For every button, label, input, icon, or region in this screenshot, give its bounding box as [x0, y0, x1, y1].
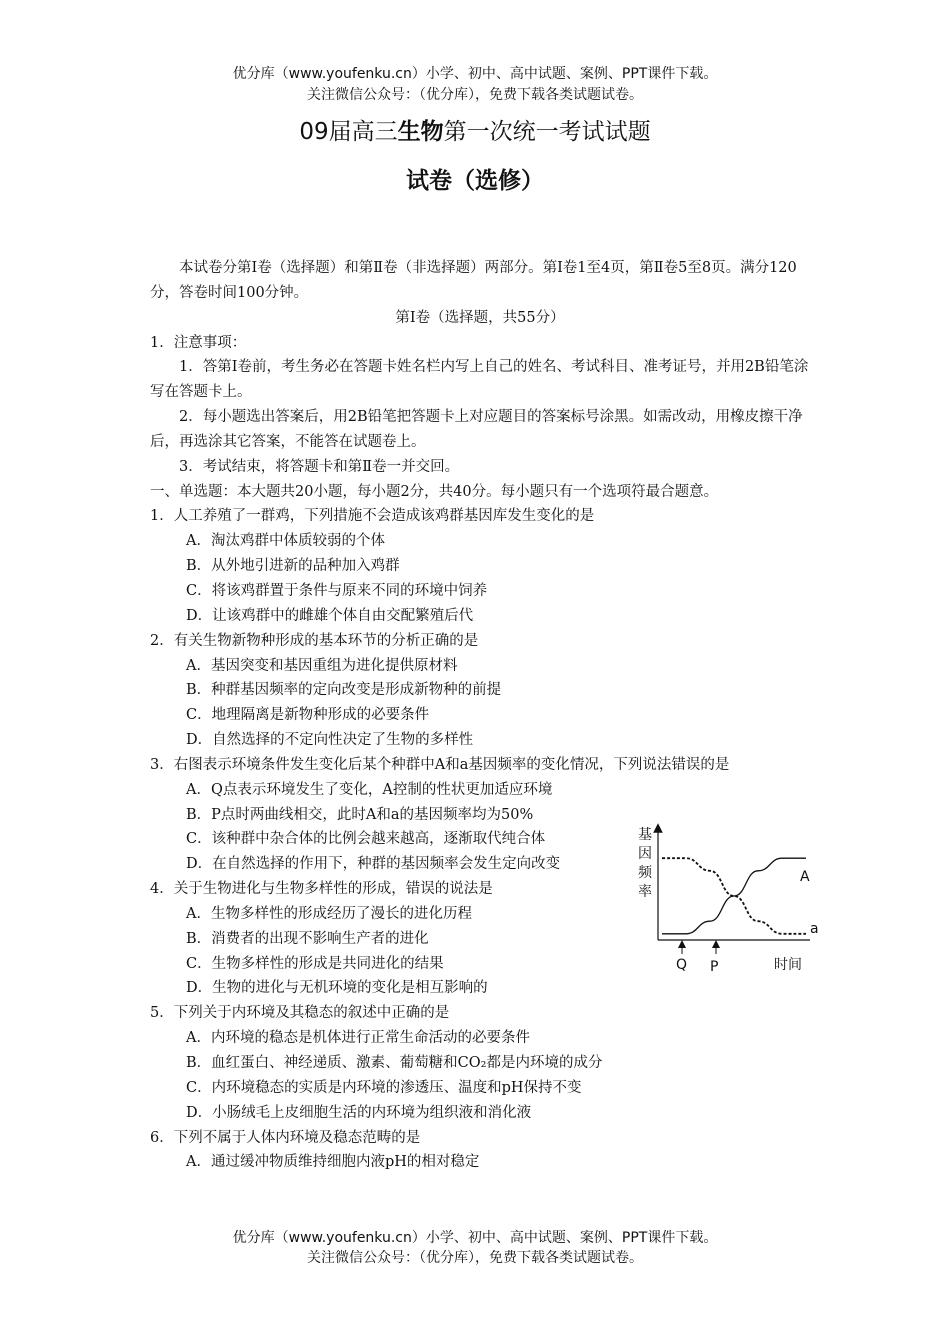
question-stem: 5．下列关于内环境及其稳态的叙述中正确的是 [150, 1005, 450, 1022]
question-option: A．内环境的稳态是机体进行正常生命活动的必要条件 [186, 1030, 530, 1047]
question-option: B．从外地引进新的品种加入鸡群 [186, 558, 400, 575]
notes-heading: 1．注意事项： [150, 334, 247, 351]
x-axis-label: 时间 [774, 957, 802, 973]
point-q-label: Q [676, 957, 688, 973]
series-A-line [662, 858, 806, 934]
y-axis-label-char: 基 [638, 827, 652, 843]
question-stem: 4．关于生物进化与生物多样性的形成，错误的说法是 [150, 881, 493, 898]
question-option: B．种群基因频率的定向改变是形成新物种的前提 [186, 682, 502, 699]
question-option: D．生物的进化与无机环境的变化是相互影响的 [186, 980, 488, 997]
question-option: A．基因突变和基因重组为进化提供原材料 [186, 657, 458, 674]
y-axis-label-char: 率 [638, 884, 652, 900]
question-option: B．消费者的出现不影响生产者的进化 [186, 930, 429, 947]
series-a-label: a [810, 921, 819, 937]
question-option: C．将该鸡群置于条件与原来不同的环境中饲养 [186, 582, 488, 599]
question-option: A．通过缓冲物质维持细胞内液pH的相对稳定 [186, 1154, 480, 1171]
part1-heading: 一、单选题：本大题共20小题，每小题2分，共40分。每小题只有一个选项符最合题意。 [150, 483, 719, 500]
page-subtitle: 试卷（选修） [406, 168, 544, 194]
series-A-label: A [800, 869, 810, 885]
watermark-footer-line-2: 关注微信公众号：（优分库），免费下载各类试题试卷。 [307, 1250, 643, 1266]
point-p-label: P [710, 959, 719, 975]
question-stem: 3．右图表示环境条件发生变化后某个种群中A和a基因频率的变化情况，下列说法错误的是 [150, 756, 730, 773]
question-option: A．Q点表示环境发生了变化，A控制的性状更加适应环境 [186, 781, 553, 798]
question-option: D．让该鸡群中的雌雄个体自由交配繁殖后代 [186, 607, 474, 624]
question-stem: 2．有关生物新物种形成的基本环节的分析正确的是 [150, 632, 479, 649]
y-axis-label-char: 因 [638, 846, 652, 862]
question-option: C．该种群中杂合体的比例会越来越高，逐渐取代纯合体 [186, 831, 546, 848]
question-option: D．在自然选择的作用下，种群的基因频率会发生定向改变 [186, 856, 561, 873]
watermark-footer-line-1: 优分库（www.youfenku.cn）小学、初中、高中试题、案例、PPT课件下载。 [232, 1230, 718, 1246]
title-subject: 生物 [397, 119, 444, 145]
question-option: B．血红蛋白、神经递质、激素、葡萄糖和CO₂都是内环境的成分 [186, 1055, 603, 1071]
watermark-header-line-2: 关注微信公众号：（优分库），免费下载各类试题试卷。 [307, 87, 643, 103]
note-item: 2．每小题选出答案后，用2B铅笔把答题卡上对应题目的答案标号涂黑。如需改动，用橡皮擦干净后，再选涂其它答案，不能答在试题卷上。 [150, 409, 803, 450]
question-option: C．生物多样性的形成是共同进化的结果 [186, 955, 444, 972]
question-option: C．地理隔离是新物种形成的必要条件 [186, 707, 430, 724]
y-axis-label-char: 频 [638, 865, 652, 881]
question-stem: 6．下列不属于人体内环境及稳态范畴的是 [150, 1129, 421, 1146]
question-option: A．淘汰鸡群中体质较弱的个体 [186, 533, 385, 550]
question-option: D．自然选择的不定向性决定了生物的多样性 [186, 732, 474, 749]
page-title [0, 117, 950, 147]
document-body [150, 256, 810, 1175]
note-item: 1．答第Ⅰ卷前，考生务必在答题卡姓名栏内写上自己的姓名、考试科目、准考证号，并用2B铅笔涂写在答题卡上。 [150, 359, 809, 401]
watermark-header-line-1: 优分库（www.youfenku.cn）小学、初中、高中试题、案例、PPT课件下载。 [232, 66, 718, 82]
title-prefix: 09届高三 [299, 119, 398, 145]
question-option: B．P点时两曲线相交，此时A和a的基因频率均为50% [186, 806, 534, 823]
note-item: 3．考试结束，将答题卡和第Ⅱ卷一并交回。 [179, 458, 460, 475]
gene-frequency-figure [630, 822, 820, 982]
question-option: D．小肠绒毛上皮细胞生活的内环境为组织液和消化液 [186, 1104, 532, 1121]
title-suffix: 第一次统一考试试题 [443, 119, 651, 145]
question-option: A．生物多样性的形成经历了漫长的进化历程 [186, 905, 472, 922]
intro-paragraph: 本试卷分第Ⅰ卷（选择题）和第Ⅱ卷（非选择题）两部分。第Ⅰ卷1至4页，第Ⅱ卷5至8页。满分120分，答卷时间100分钟。 [150, 260, 797, 301]
question-option: C．内环境稳态的实质是内环境的渗透压、温度和pH保持不变 [186, 1079, 582, 1096]
question-stem: 1．人工养殖了一群鸡，下列措施不会造成该鸡群基因库发生变化的是 [150, 508, 595, 525]
section1-title: 第Ⅰ卷（选择题，共55分） [395, 309, 565, 326]
